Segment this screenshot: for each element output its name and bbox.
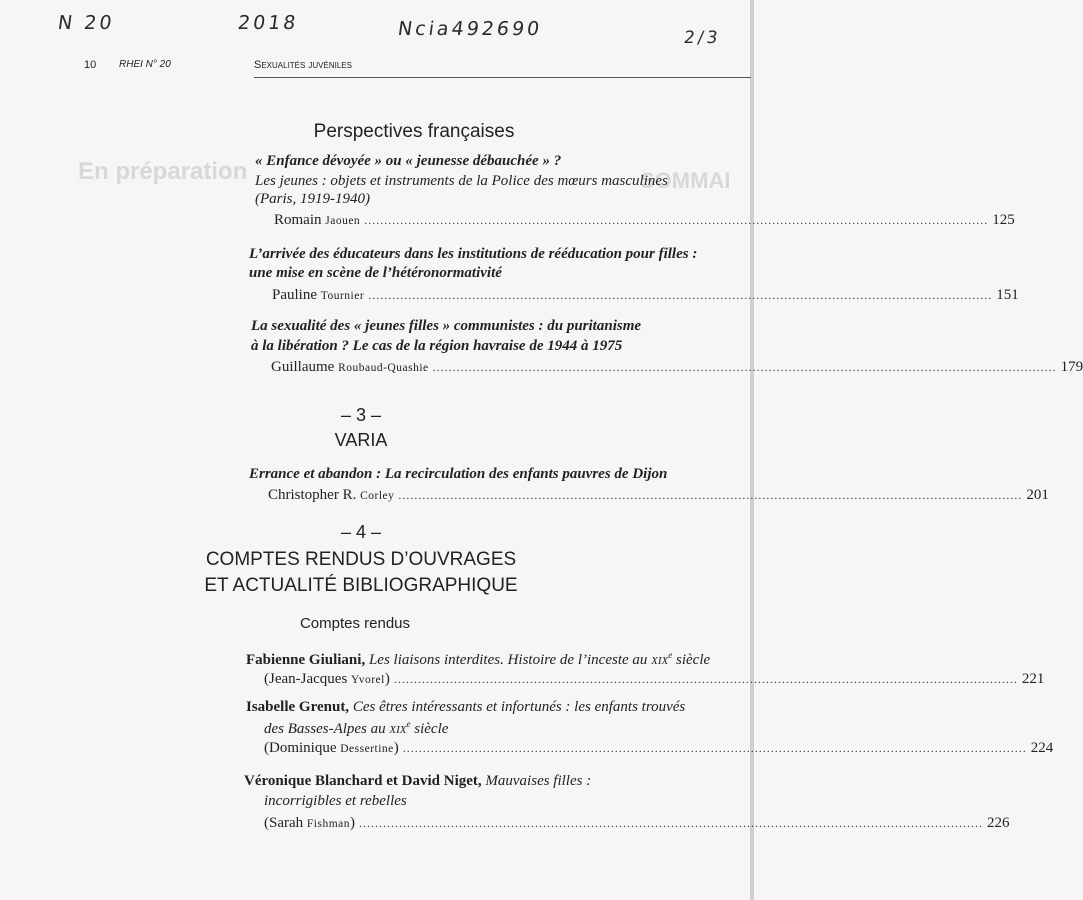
- review-book-title: Les liaisons interdites. Histoire de l’inceste au: [365, 652, 652, 668]
- entry-title: « Enfance dévoyée » ou « jeunesse débauchée » ?: [255, 153, 562, 169]
- leader-dots: ............................................................................................................................................................: [359, 816, 984, 830]
- reviewer-first: (Dominique: [264, 740, 341, 756]
- leader-dots: ............................................................................................................................................................: [398, 488, 1023, 502]
- review-book-line: [246, 699, 685, 716]
- review-book-title: siècle: [672, 652, 711, 668]
- page-ref: 151: [996, 287, 1019, 303]
- review-book-title: incorrigibles et rebelles: [264, 793, 407, 809]
- reviewer-first: (Jean-Jacques: [264, 671, 352, 687]
- running-header: [84, 59, 751, 81]
- handwritten-sheet-number: 2/3: [682, 28, 722, 48]
- page-ref: 224: [1030, 740, 1054, 756]
- reviewer-last: Fishman: [306, 818, 351, 830]
- author-first: Guillaume: [271, 359, 339, 375]
- section-title-comptes: COMPTES RENDUS D’OUVRAGES: [205, 549, 517, 570]
- entry-title: à la libération ? Le cas de la région havraise de 1944 à 1975: [251, 338, 623, 354]
- entry-title: La sexualité des « jeunes filles » communistes : du puritanisme: [251, 318, 642, 334]
- leader-dots: ............................................................................................................................................................: [368, 288, 993, 302]
- reviewer-last: Yvorel: [351, 674, 385, 686]
- review-book-line: [264, 719, 448, 738]
- review-book-author: Isabelle Grenut,: [246, 699, 350, 715]
- handwritten-year: 2018: [236, 12, 300, 34]
- header-rule: [254, 77, 751, 78]
- bleed-through-text: SOMMAI: [640, 168, 731, 193]
- handwritten-issue-number: N 20: [56, 12, 116, 34]
- reviewer-paren: ): [350, 815, 356, 831]
- entry-title: Errance et abandon : La recirculation des enfants pauvres de Dijon: [249, 466, 668, 482]
- page-ref: 221: [1021, 671, 1045, 687]
- entry-author-line: [272, 287, 1019, 304]
- review-book-title: des Basses-Alpes au: [264, 721, 390, 737]
- reviewer-paren: ): [393, 740, 399, 756]
- superscript: e: [406, 719, 411, 729]
- entry-author-line: [271, 359, 1083, 376]
- review-book-line: [246, 650, 710, 669]
- century-numeral: xix: [651, 652, 669, 668]
- section-number: – 4 –: [340, 522, 382, 542]
- reviewer-first: (Sarah: [264, 815, 307, 831]
- leader-dots: ............................................................................................................................................................: [393, 672, 1018, 686]
- leader-dots: ............................................................................................................................................................: [402, 741, 1027, 755]
- page-ref: 201: [1026, 487, 1049, 503]
- author-last: Corley: [360, 490, 395, 502]
- page-number: 10: [84, 59, 97, 71]
- reviewer-last: Dessertine: [340, 743, 394, 755]
- review-book-line: [244, 773, 591, 790]
- review-book-title: siècle: [410, 721, 449, 737]
- entry-author-line: [274, 212, 1015, 229]
- handwritten-reference: Ncia492690: [396, 18, 544, 40]
- page-ref: 226: [987, 815, 1010, 831]
- section-name: Sexualités juvéniles: [254, 59, 352, 71]
- entry-author-line: [268, 487, 1049, 504]
- review-book-author: Fabienne Giuliani,: [246, 652, 366, 668]
- subsection-title: Comptes rendus: [299, 615, 411, 632]
- reviewer-paren: ): [384, 671, 390, 687]
- page-ref: 125: [992, 212, 1015, 228]
- section-title-perspectives: Perspectives françaises: [313, 121, 515, 142]
- author-first: Christopher R.: [268, 487, 361, 503]
- entry-subtitle: (Paris, 1919-1940): [255, 191, 370, 207]
- entry-author-line: [264, 671, 1045, 688]
- century-numeral: xix: [389, 721, 407, 737]
- author-last: Jaouen: [325, 215, 361, 227]
- review-book-author: Véronique Blanchard et David Niget,: [244, 773, 482, 789]
- section-title-varia: VARIA: [334, 430, 388, 450]
- bleed-through-text: En préparation: [78, 158, 248, 185]
- review-book-title: Ces êtres intéressants et infortunés : les enfants trouvés: [349, 699, 686, 715]
- entry-title: une mise en scène de l’hétéronormativité: [249, 265, 502, 281]
- journal-name: RHEI N° 20: [119, 59, 171, 70]
- review-book-title: Mauvaises filles :: [481, 773, 592, 789]
- entry-title: L’arrivée des éducateurs dans les institutions de rééducation pour filles :: [249, 246, 698, 262]
- entry-subtitle: Les jeunes : objets et instruments de la Police des mœurs masculines: [255, 173, 668, 189]
- leader-dots: ............................................................................................................................................................: [364, 213, 989, 227]
- leader-dots: ............................................................................................................................................................: [432, 360, 1057, 374]
- entry-author-line: [264, 815, 1010, 832]
- page-ref: 179: [1060, 359, 1083, 375]
- superscript: e: [668, 650, 673, 660]
- author-last: Roubaud-Quashie: [338, 362, 429, 374]
- author-last: Tournier: [320, 290, 365, 302]
- section-number: – 3 –: [340, 405, 382, 425]
- author-first: Pauline: [272, 287, 321, 303]
- entry-author-line: [264, 740, 1054, 757]
- section-title-comptes: ET ACTUALITÉ BIBLIOGRAPHIQUE: [204, 575, 518, 596]
- author-first: Romain: [274, 212, 326, 228]
